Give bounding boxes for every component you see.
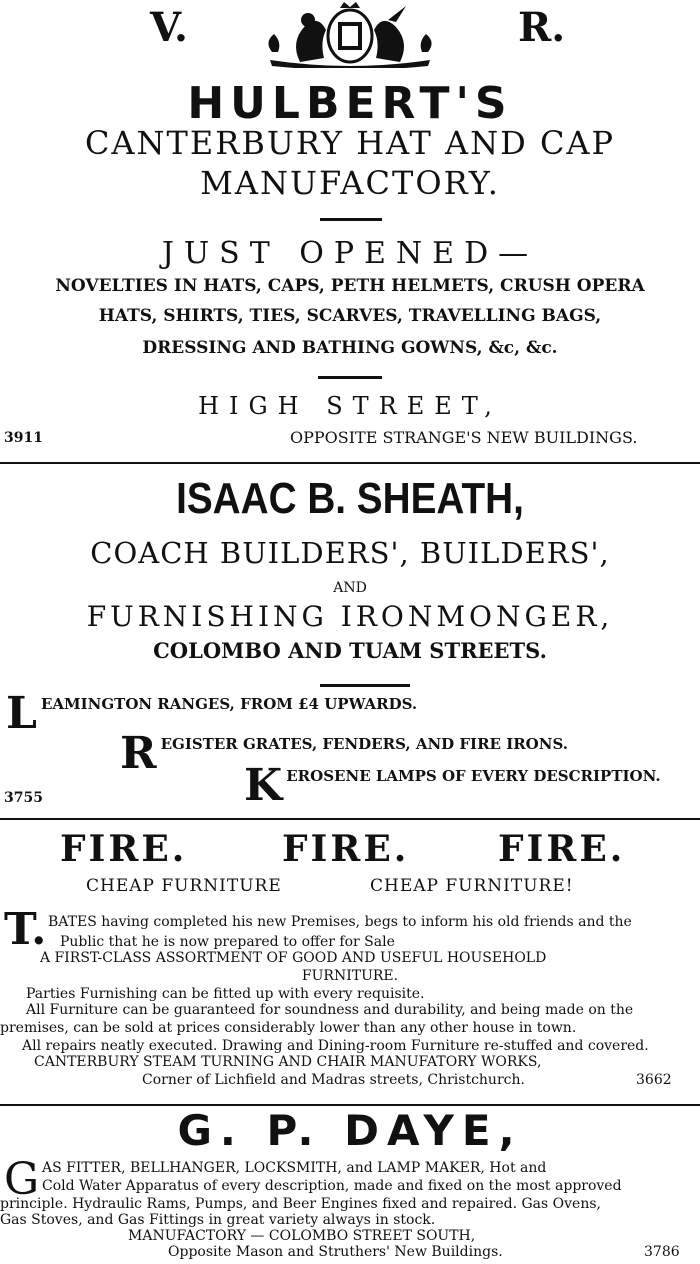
- bates-repairs: All repairs neatly executed. Drawing and Dining-room Furniture re-stuffed and covered.: [22, 1038, 649, 1054]
- section-rule: [0, 818, 700, 820]
- bates-line-1: BATES having completed his new Premises, begs to inform his old friends and the: [48, 914, 632, 930]
- kerosene-item: [244, 760, 661, 811]
- leamington-text: EAMINGTON RANGES, FROM £4 UPWARDS.: [40, 695, 418, 713]
- fire-2: FIRE.: [282, 828, 410, 870]
- hulberts-title-2: MANUFACTORY.: [200, 164, 500, 202]
- novelties-line-2: HATS, SHIRTS, TIES, SCARVES, TRAVELLING BAGS,: [98, 306, 602, 326]
- ad-number-3662: 3662: [636, 1072, 672, 1088]
- divider: [320, 684, 410, 687]
- drop-cap-l: L: [6, 688, 37, 739]
- daye-name: G. P. DAYE,: [177, 1106, 523, 1155]
- bates-guarantee-2: premises, can be sold at prices considerably lower than any other house in town.: [0, 1020, 577, 1036]
- bates-initial: T.: [4, 904, 47, 955]
- bates-line-4: FURNITURE.: [301, 968, 399, 984]
- section-rule: [0, 462, 700, 464]
- daye-initial: G: [4, 1154, 40, 1205]
- novelties-line-1: NOVELTIES IN HATS, CAPS, PETH HELMETS, CRUSH OPERA: [55, 276, 645, 296]
- bates-line-2: Public that he is now prepared to offer for Sale: [60, 934, 395, 950]
- ad-number-3755: 3755: [4, 790, 43, 806]
- cheap-furniture-2: CHEAP FURNITURE!: [370, 876, 574, 896]
- leamington-item: [6, 688, 418, 739]
- opposite-strange: OPPOSITE STRANGE'S NEW BUILDINGS.: [290, 428, 638, 447]
- bates-works: CANTERBURY STEAM TURNING AND CHAIR MANUFATORY WORKS,: [34, 1054, 542, 1070]
- novelties-line-3: DRESSING AND BATHING GOWNS, &c, &c.: [142, 338, 558, 358]
- furnishing-ironmonger: FURNISHING IRONMONGER,: [86, 600, 614, 633]
- ad-number-3911: 3911: [4, 430, 43, 446]
- daye-line-4: Gas Stoves, and Gas Fittings in great variety always in stock.: [0, 1212, 436, 1228]
- drop-cap-k: K: [244, 760, 283, 811]
- daye-line-1: AS FITTER, BELLHANGER, LOCKSMITH, and LAMP MAKER, Hot and: [42, 1160, 547, 1176]
- drop-cap-r: R: [120, 728, 157, 779]
- just-opened: JUST OPENED—: [161, 236, 539, 271]
- and-word: AND: [333, 580, 367, 596]
- sheath-name: ISAAC B. SHEATH,: [176, 474, 524, 523]
- daye-line-2: Cold Water Apparatus of every description, made and fixed on the most approved: [42, 1178, 622, 1194]
- divider: [320, 218, 382, 221]
- daye-line-5: MANUFACTORY — COLOMBO STREET SOUTH,: [128, 1228, 476, 1244]
- bates-corner: Corner of Lichfield and Madras streets, Christchurch.: [142, 1072, 525, 1088]
- high-street: HIGH STREET,: [198, 392, 502, 420]
- cheap-furniture-1: CHEAP FURNITURE: [86, 876, 282, 896]
- bates-guarantee-1: All Furniture can be guaranteed for soundness and durability, and being made on the: [26, 1002, 634, 1018]
- header-v: V.: [150, 4, 188, 51]
- bates-parties: Parties Furnishing can be fitted up with every requisite.: [26, 986, 425, 1002]
- hulberts-brand: HULBERT'S: [187, 78, 513, 129]
- royal-crest-icon: [260, 2, 440, 68]
- ad-number-3786: 3786: [644, 1244, 680, 1260]
- register-text: EGISTER GRATES, FENDERS, AND FIRE IRONS.: [160, 735, 568, 753]
- header-r: R.: [518, 4, 566, 51]
- kerosene-text: EROSENE LAMPS OF EVERY DESCRIPTION.: [286, 767, 661, 785]
- hulberts-title-1: CANTERBURY HAT AND CAP: [84, 124, 616, 162]
- colombo-tuam: COLOMBO AND TUAM STREETS.: [153, 638, 547, 663]
- daye-line-6: Opposite Mason and Struthers' New Buildings.: [168, 1244, 503, 1260]
- fire-3: FIRE.: [498, 828, 626, 870]
- bates-line-3: A FIRST-CLASS ASSORTMENT OF GOOD AND USEFUL HOUSEHOLD: [40, 950, 547, 966]
- coach-builders: COACH BUILDERS', BUILDERS',: [90, 536, 610, 570]
- divider: [318, 376, 382, 379]
- fire-1: FIRE.: [60, 828, 188, 870]
- daye-line-3: principle. Hydraulic Rams, Pumps, and Beer Engines fixed and repaired. Gas Ovens,: [0, 1196, 601, 1212]
